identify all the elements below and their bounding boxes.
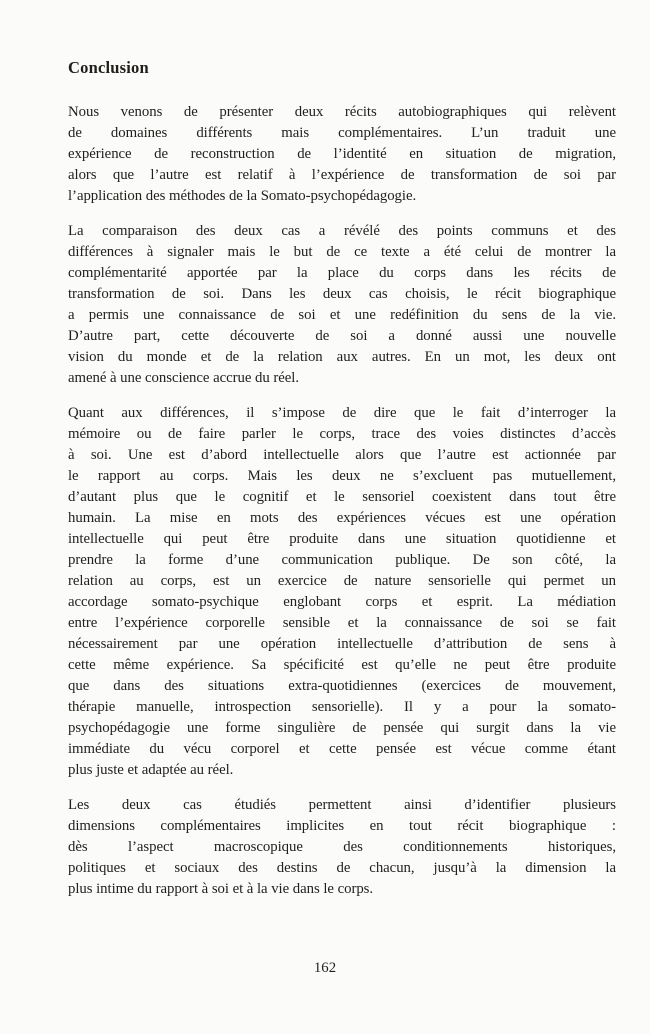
text-line: relation au corps, est un exercice de nature sensorielle qui permet un [68,573,616,589]
text-line: plus intime du rapport à soi et à la vie dans le corps. [68,881,374,897]
text-line: psychopédagogie une forme singulière de pensée qui surgit dans la vie [68,720,616,736]
text-line: le rapport au corps. Mais les deux ne s’excluent pas mutuellement, [68,468,616,484]
text-line: La comparaison des deux cas a révélé des points communs et des [68,223,616,239]
text-line: alors que l’autre est relatif à l’expérience de transformation de soi par [68,167,616,183]
text-line: d’autant plus que le cognitif et le sensoriel coexistent dans tout être [68,489,616,505]
text-line: D’autre part, cette découverte de soi a donné aussi une nouvelle [68,328,616,344]
body-text [68,102,616,900]
text-line: accordage somato-psychique englobant corps et esprit. La médiation [68,594,616,610]
page-number: 162 [313,960,337,976]
text-line: humain. La mise en mots des expériences vécues est une opération [68,510,616,526]
text-line: complémentarité apportée par la place du corps dans les récits de [68,265,616,281]
text-line: mémoire ou de faire parler le corps, trace des voies distinctes d’accès [68,426,616,442]
text-line: dès l’aspect macroscopique des conditionnements historiques, [68,839,616,855]
text-line: thérapie manuelle, introspection sensorielle). Il y a pour la somato- [68,699,616,715]
text-line: de domaines différents mais complémentaires. L’un traduit une [68,125,616,141]
text-line: Les deux cas étudiés permettent ainsi d’identifier plusieurs [68,797,616,813]
text-line: politiques et sociaux des destins de chacun, jusqu’à la dimension la [68,860,616,876]
text-line: différences à signaler mais le but de ce texte a été celui de montrer la [68,244,616,260]
paragraph [68,403,616,781]
text-line: cette même expérience. Sa spécificité est qu’elle ne peut être produite [68,657,616,673]
text-line: que dans des situations extra-quotidiennes (exercices de mouvement, [68,678,616,694]
text-line: prendre la forme d’une communication publique. De son côté, la [68,552,616,568]
paragraph [68,221,616,389]
text-line: expérience de reconstruction de l’identité en situation de migration, [68,146,616,162]
section-heading: Conclusion [68,58,149,77]
text-line: dimensions complémentaires implicites en tout récit biographique : [68,818,616,834]
text-line: amené à une conscience accrue du réel. [68,370,300,386]
paragraph [68,795,616,900]
text-line: entre l’expérience corporelle sensible et la connaissance de soi se fait [68,615,616,631]
text-line: transformation de soi. Dans les deux cas choisis, le récit biographique [68,286,616,302]
text-line: a permis une connaissance de soi et une redéfinition du sens de la vie. [68,307,616,323]
text-line: Nous venons de présenter deux récits autobiographiques qui relèvent [68,104,616,120]
text-line: Quant aux différences, il s’impose de dire que le fait d’interroger la [68,405,616,421]
text-line: immédiate du vécu corporel et cette pensée est vécue comme étant [68,741,616,757]
paragraph [68,102,616,207]
text-line: vision du monde et de la relation aux autres. En un mot, les deux ont [68,349,616,365]
text-line: intellectuelle qui peut être produite dans une situation quotidienne et [68,531,616,547]
text-line: l’application des méthodes de la Somato-psychopédagogie. [68,188,417,204]
text-line: à soi. Une est d’abord intellectuelle alors que l’autre est actionnée par [68,447,616,463]
text-line: plus juste et adaptée au réel. [68,762,234,778]
text-line: nécessairement par une opération intellectuelle d’attribution de sens à [68,636,616,652]
